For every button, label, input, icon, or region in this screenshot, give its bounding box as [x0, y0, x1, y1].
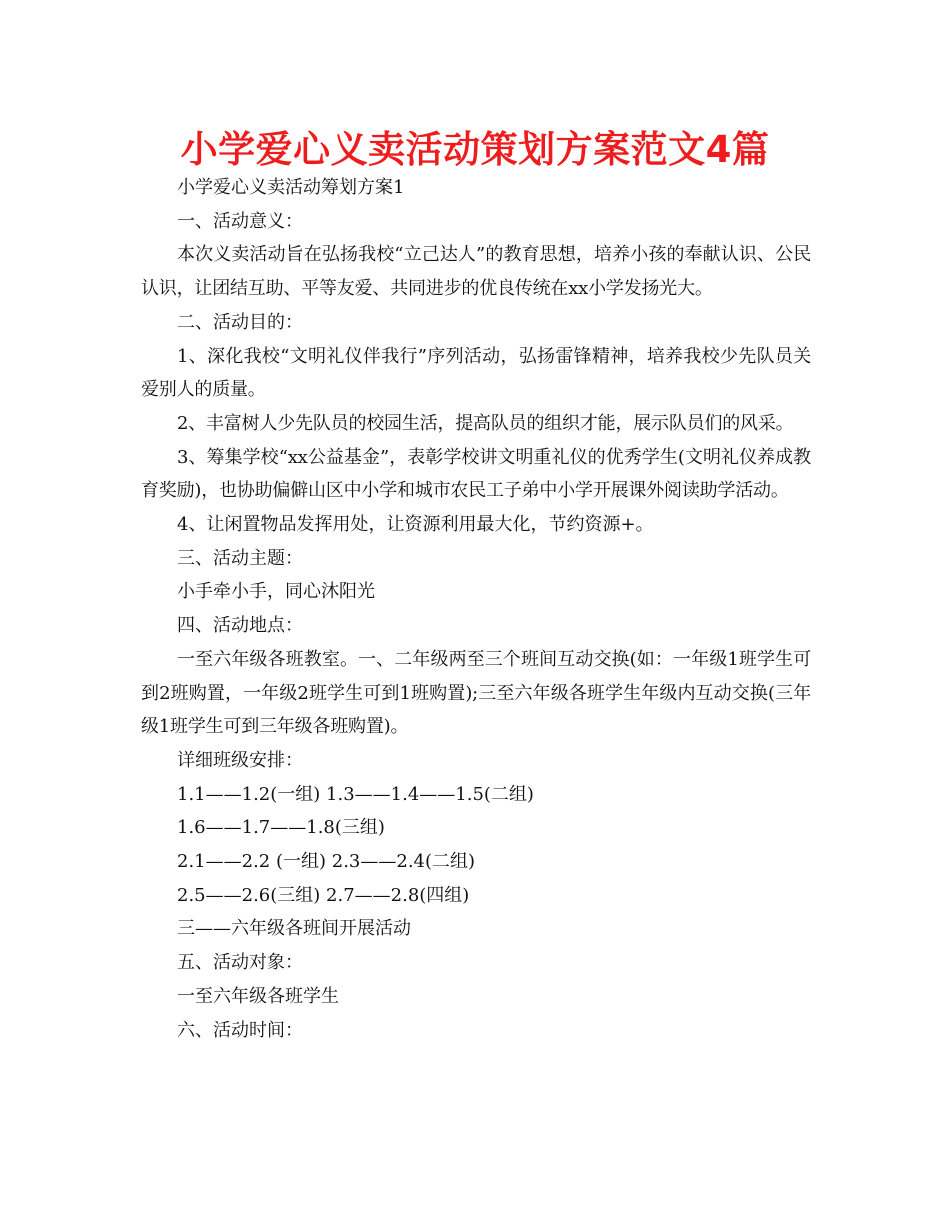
paragraph-significance: 本次义卖活动旨在弘扬我校“立己达人”的教育思想，培养小孩的奉献认识、公民认识，让团结互助、平等友爱、共同进步的优良传统在xx小学发扬光大。	[141, 244, 811, 300]
section-heading-location: 四、活动地点：	[177, 615, 303, 637]
document-title: 小学爱心义卖活动策划方案范文4篇	[180, 128, 770, 171]
paragraph-class-arrangement-heading: 详细班级安排：	[177, 749, 303, 771]
section-heading-purpose: 二、活动目的：	[177, 311, 303, 333]
paragraph-purpose-3: 3、筹集学校“xx公益基金”，表彰学校讲文明重礼仪的优秀学生(文明礼仪养成教育奖励)，也协助偏僻山区中小学和城市农民工子弟中小学开展课外阅读助学活动。	[141, 446, 811, 502]
paragraph-participants: 一至六年级各班学生	[177, 985, 339, 1007]
section-heading-participants: 五、活动对象：	[177, 952, 303, 974]
class-arrangement-line-1: 1.1——1.2(一组) 1.3——1.4——1.5(二组)	[177, 783, 534, 805]
class-arrangement-line-5: 三——六年级各班间开展活动	[177, 918, 411, 940]
paragraph-purpose-4: 4、让闲置物品发挥用处，让资源利用最大化，节约资源+。	[177, 514, 654, 536]
section-heading-theme: 三、活动主题：	[177, 547, 303, 569]
subtitle-paragraph: 小学爱心义卖活动筹划方案1	[177, 177, 405, 198]
class-arrangement-line-3: 2.1——2.2 (一组) 2.3——2.4(二组)	[177, 851, 476, 873]
paragraph-purpose-1: 1、深化我校“文明礼仪伴我行”序列活动，弘扬雷锋精神，培养我校少先队员关爱别人的质量。	[141, 345, 811, 401]
document-body	[141, 171, 811, 1047]
paragraph-purpose-2: 2、丰富树人少先队员的校园生活，提高队员的组织才能，展示队员们的风采。	[177, 412, 794, 434]
class-arrangement-line-4: 2.5——2.6(三组) 2.7——2.8(四组)	[177, 884, 470, 906]
section-heading-time: 六、活动时间：	[177, 1019, 303, 1041]
section-heading-significance: 一、活动意义：	[177, 210, 303, 232]
paragraph-theme: 小手牵小手，同心沐阳光	[177, 581, 375, 603]
class-arrangement-line-2: 1.6——1.7——1.8(三组)	[177, 817, 385, 839]
paragraph-location: 一至六年级各班教室。一、二年级两至三个班间互动交换(如：一年级1班学生可到2班购置，一年级2班学生可到1班购置);三至六年级各班学生年级内互动交换(三年级1班学生可到三年级各班购置)。	[141, 648, 811, 738]
